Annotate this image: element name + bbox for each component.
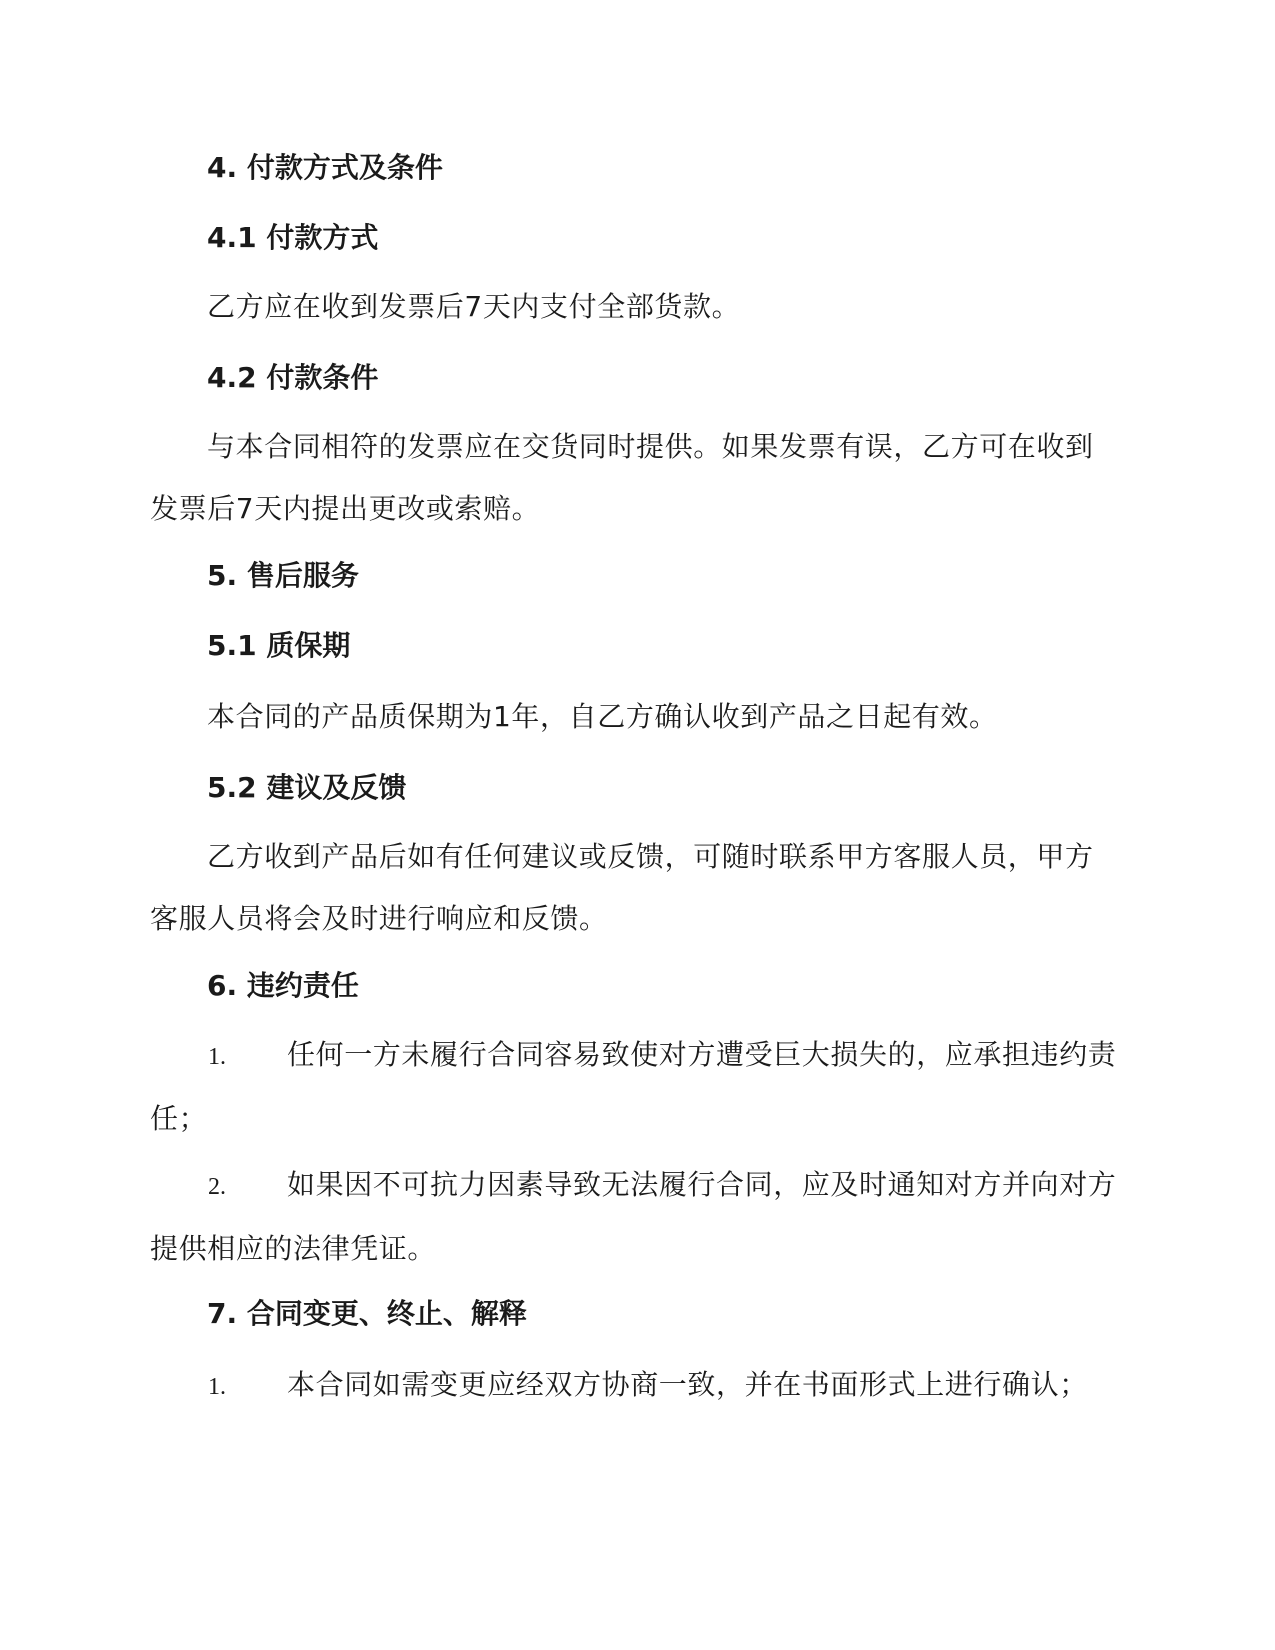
section-5-heading: 5. 售后服务 xyxy=(207,559,359,592)
list-item-text: 任何一方未履行合同容易致使对方遭受巨大损失的，应承担违约责任； xyxy=(150,1038,1117,1135)
section-7-heading: 7. 合同变更、终止、解释 xyxy=(207,1297,527,1330)
section-4-2-heading: 4.2 付款条件 xyxy=(207,361,379,394)
section-5-2-paragraph: 乙方收到产品后如有任何建议或反馈，可随时联系甲方客服人员，甲方客服人员将会及时进行响应和反馈。 xyxy=(150,840,1094,935)
section-4-1-heading: 4.1 付款方式 xyxy=(207,221,379,254)
section-6-heading: 6. 违约责任 xyxy=(207,969,359,1002)
section-5-1-paragraph: 本合同的产品质保期为1年，自乙方确认收到产品之日起有效。 xyxy=(207,700,998,733)
list-number: 1. xyxy=(208,1044,226,1070)
section-4-heading: 4. 付款方式及条件 xyxy=(207,151,443,184)
list-item-text: 如果因不可抗力因素导致无法履行合同，应及时通知对方并向对方提供相应的法律凭证。 xyxy=(150,1168,1117,1265)
list-number: 2. xyxy=(208,1174,226,1200)
list-number: 1. xyxy=(208,1374,226,1400)
section-4-1-paragraph: 乙方应在收到发票后7天内支付全部货款。 xyxy=(207,290,741,323)
section-6-item-2 xyxy=(150,1154,1120,1280)
section-6-item-1 xyxy=(150,1024,1120,1150)
list-item-text: 本合同如需变更应经双方协商一致，并在书面形式上进行确认； xyxy=(287,1368,1088,1401)
section-7-item-1 xyxy=(150,1354,1120,1418)
section-5-1-heading: 5.1 质保期 xyxy=(207,629,351,662)
section-4-2-paragraph: 与本合同相符的发票应在交货同时提供。如果发票有误，乙方可在收到发票后7天内提出更改或索赔。 xyxy=(150,430,1094,525)
section-5-2-heading: 5.2 建议及反馈 xyxy=(207,771,407,804)
